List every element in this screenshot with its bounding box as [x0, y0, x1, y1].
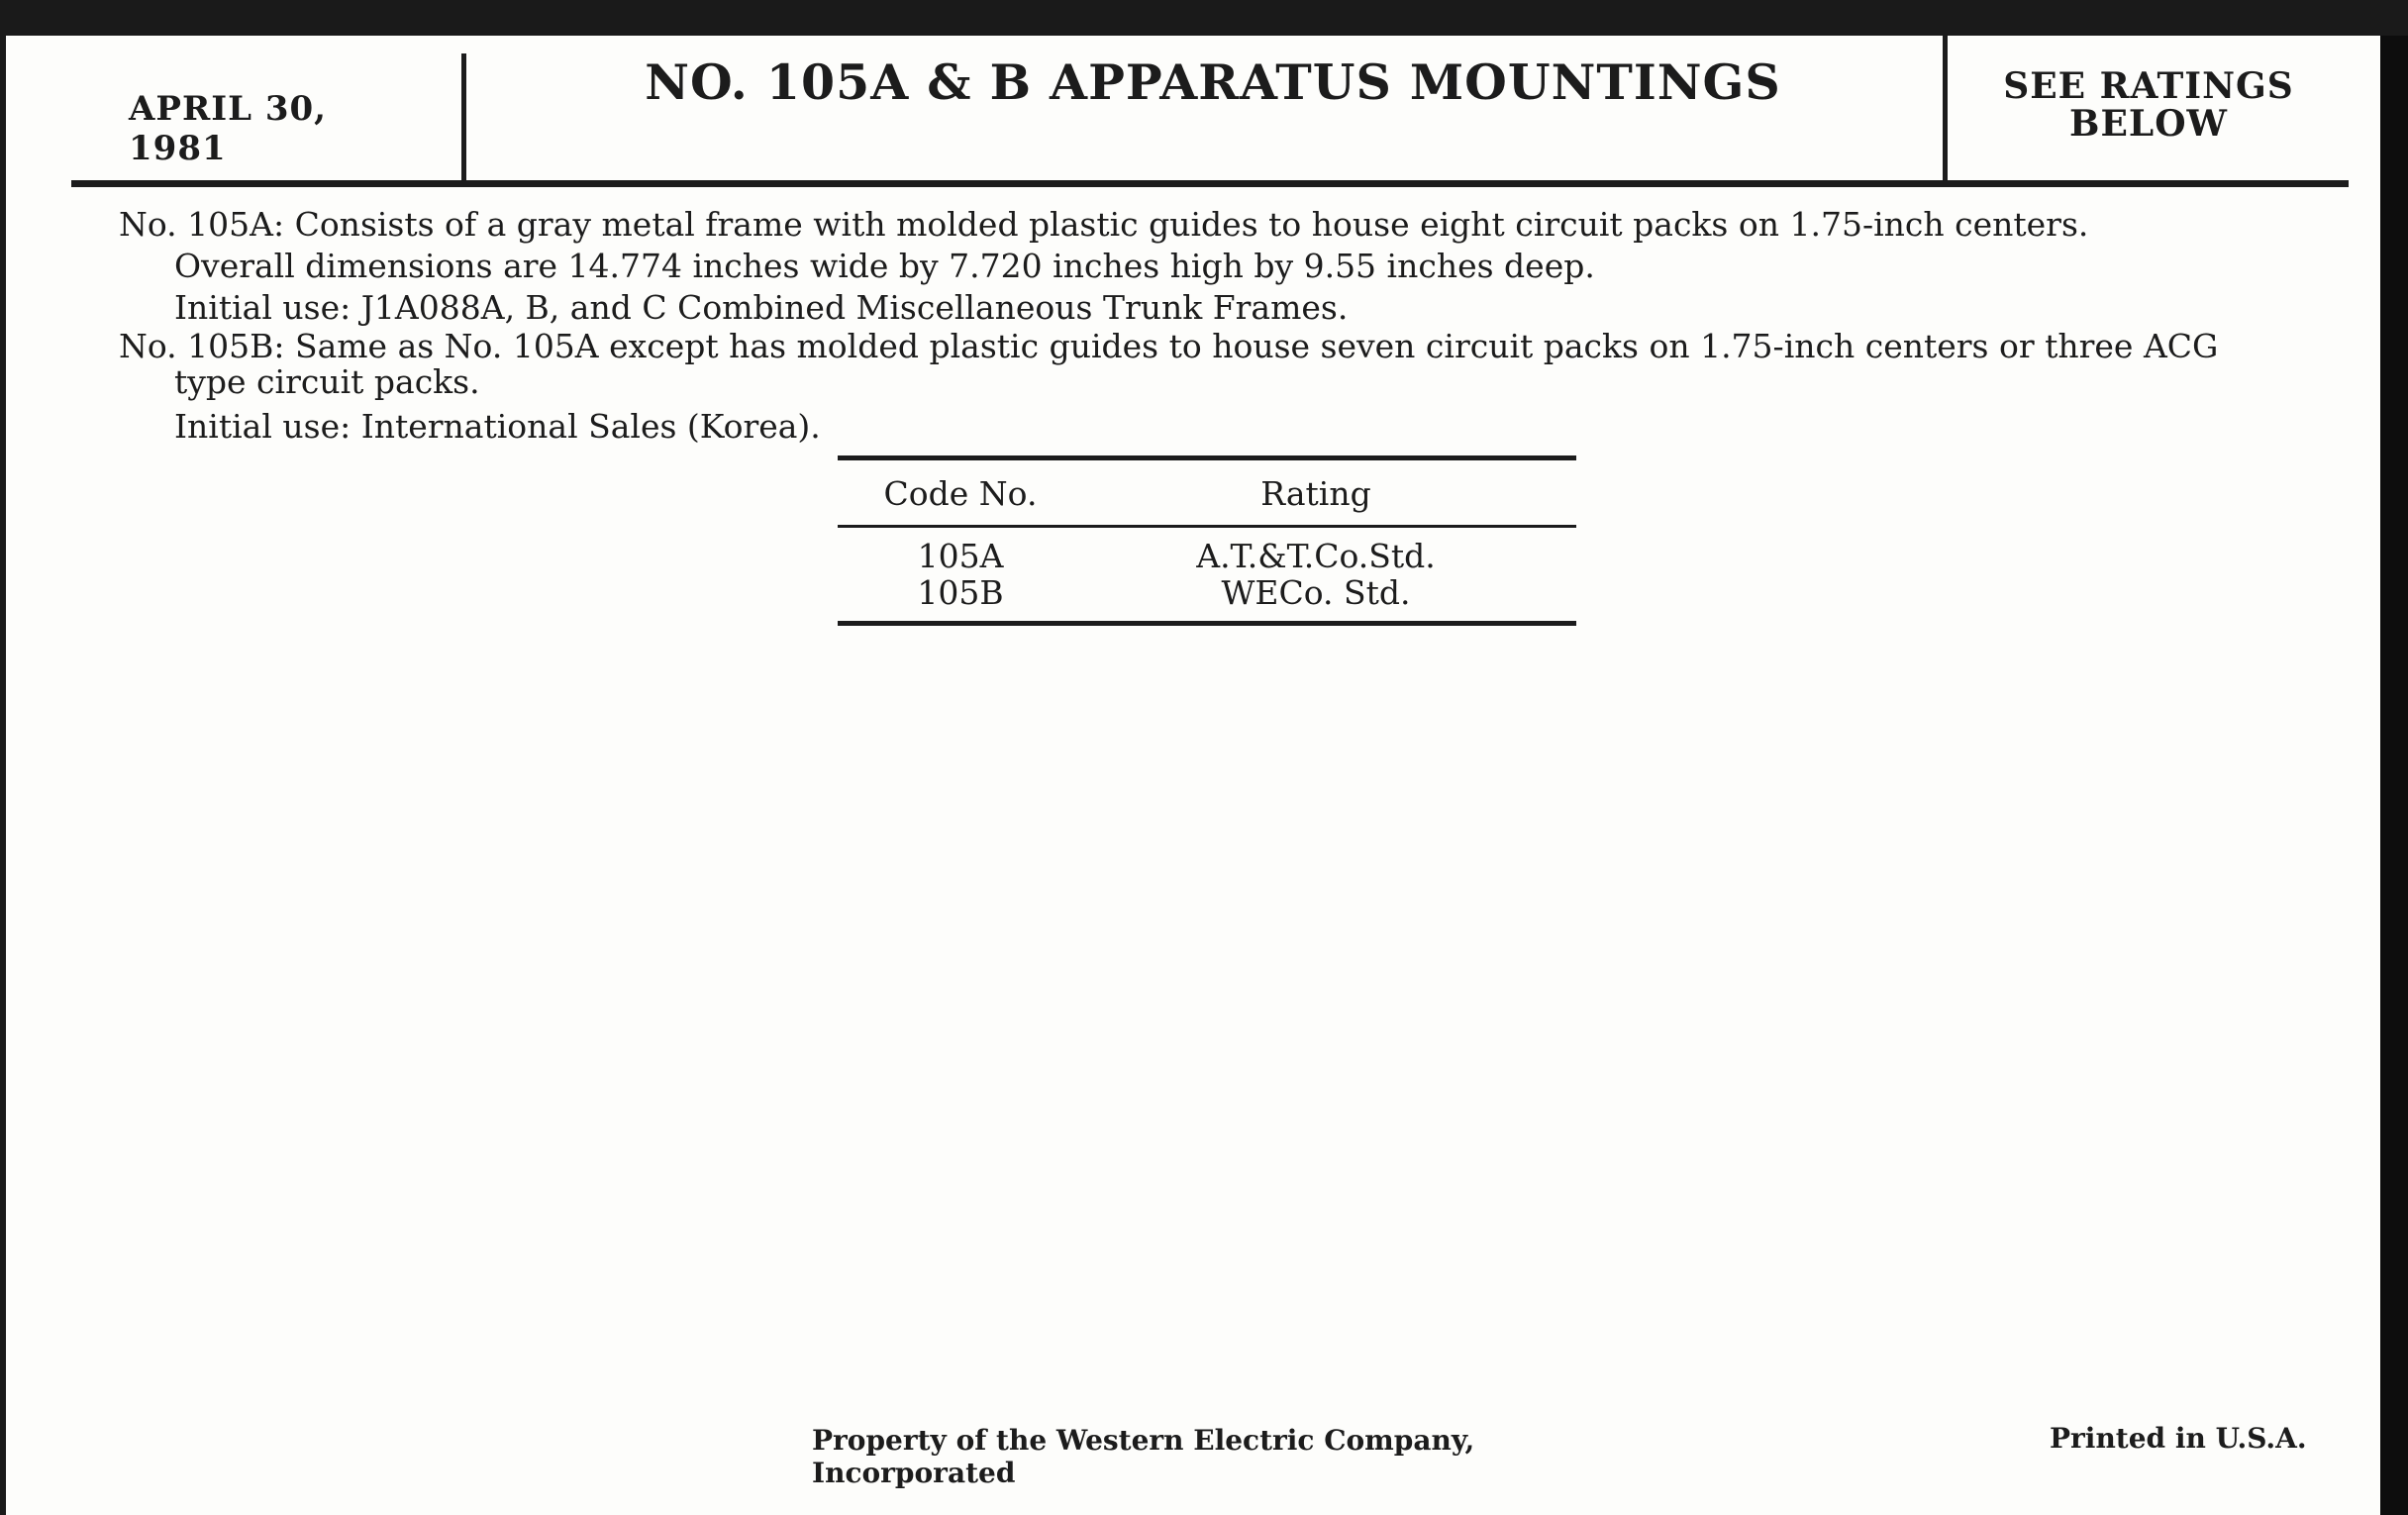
page-title: NO. 105A & B APPARATUS MOUNTINGS [645, 53, 1781, 111]
paragraph-105b: No. 105B: Same as No. 105A except has molded plastic guides to house seven circuit packs on 1.75-inch centers or three ACG type circuit packs. [119, 327, 2219, 401]
table-header-code: Code No. [883, 474, 1038, 513]
header-ratings [1965, 67, 2332, 143]
header-divider-right [1943, 36, 1948, 182]
table-cell-rating: WECo. Std. [1221, 573, 1411, 612]
card-edge-shadow [2380, 36, 2408, 1515]
table-header-row [838, 460, 1576, 525]
table-cell-code: 105A [917, 537, 1004, 575]
header-divider-left [461, 53, 466, 186]
table-row [838, 538, 1576, 574]
table-row [838, 574, 1576, 611]
header-ratings-line1: SEE RATINGS [2003, 65, 2294, 107]
table-cell-code: 105B [917, 573, 1004, 612]
paragraph-105a-initial-use: Initial use: J1A088A, B, and C Combined Miscellaneous Trunk Frames. [174, 288, 1349, 327]
header-ratings-line2: BELOW [2069, 103, 2228, 145]
ratings-table [838, 455, 1576, 626]
table-header-rating: Rating [1260, 474, 1371, 513]
table-cell-rating: A.T.&T.Co.Std. [1196, 537, 1436, 575]
header-rule [71, 180, 2349, 187]
paragraph-105a: No. 105A: Consists of a gray metal frame with molded plastic guides to house eight circuit packs on 1.75-inch centers. [119, 205, 2089, 244]
paragraph-105a-dimensions: Overall dimensions are 14.774 inches wide by 7.720 inches high by 9.55 inches deep. [174, 247, 1595, 285]
footer-printed: Printed in U.S.A. [2050, 1422, 2307, 1455]
table-bottom-rule [838, 621, 1576, 626]
paragraph-105b-initial-use: Initial use: International Sales (Korea). [174, 407, 821, 446]
table-body [838, 528, 1576, 621]
footer-property: Property of the Western Electric Company, Incorporated [812, 1424, 1475, 1489]
description-body [119, 204, 2297, 448]
header-date: APRIL 30, 1981 [129, 89, 328, 168]
